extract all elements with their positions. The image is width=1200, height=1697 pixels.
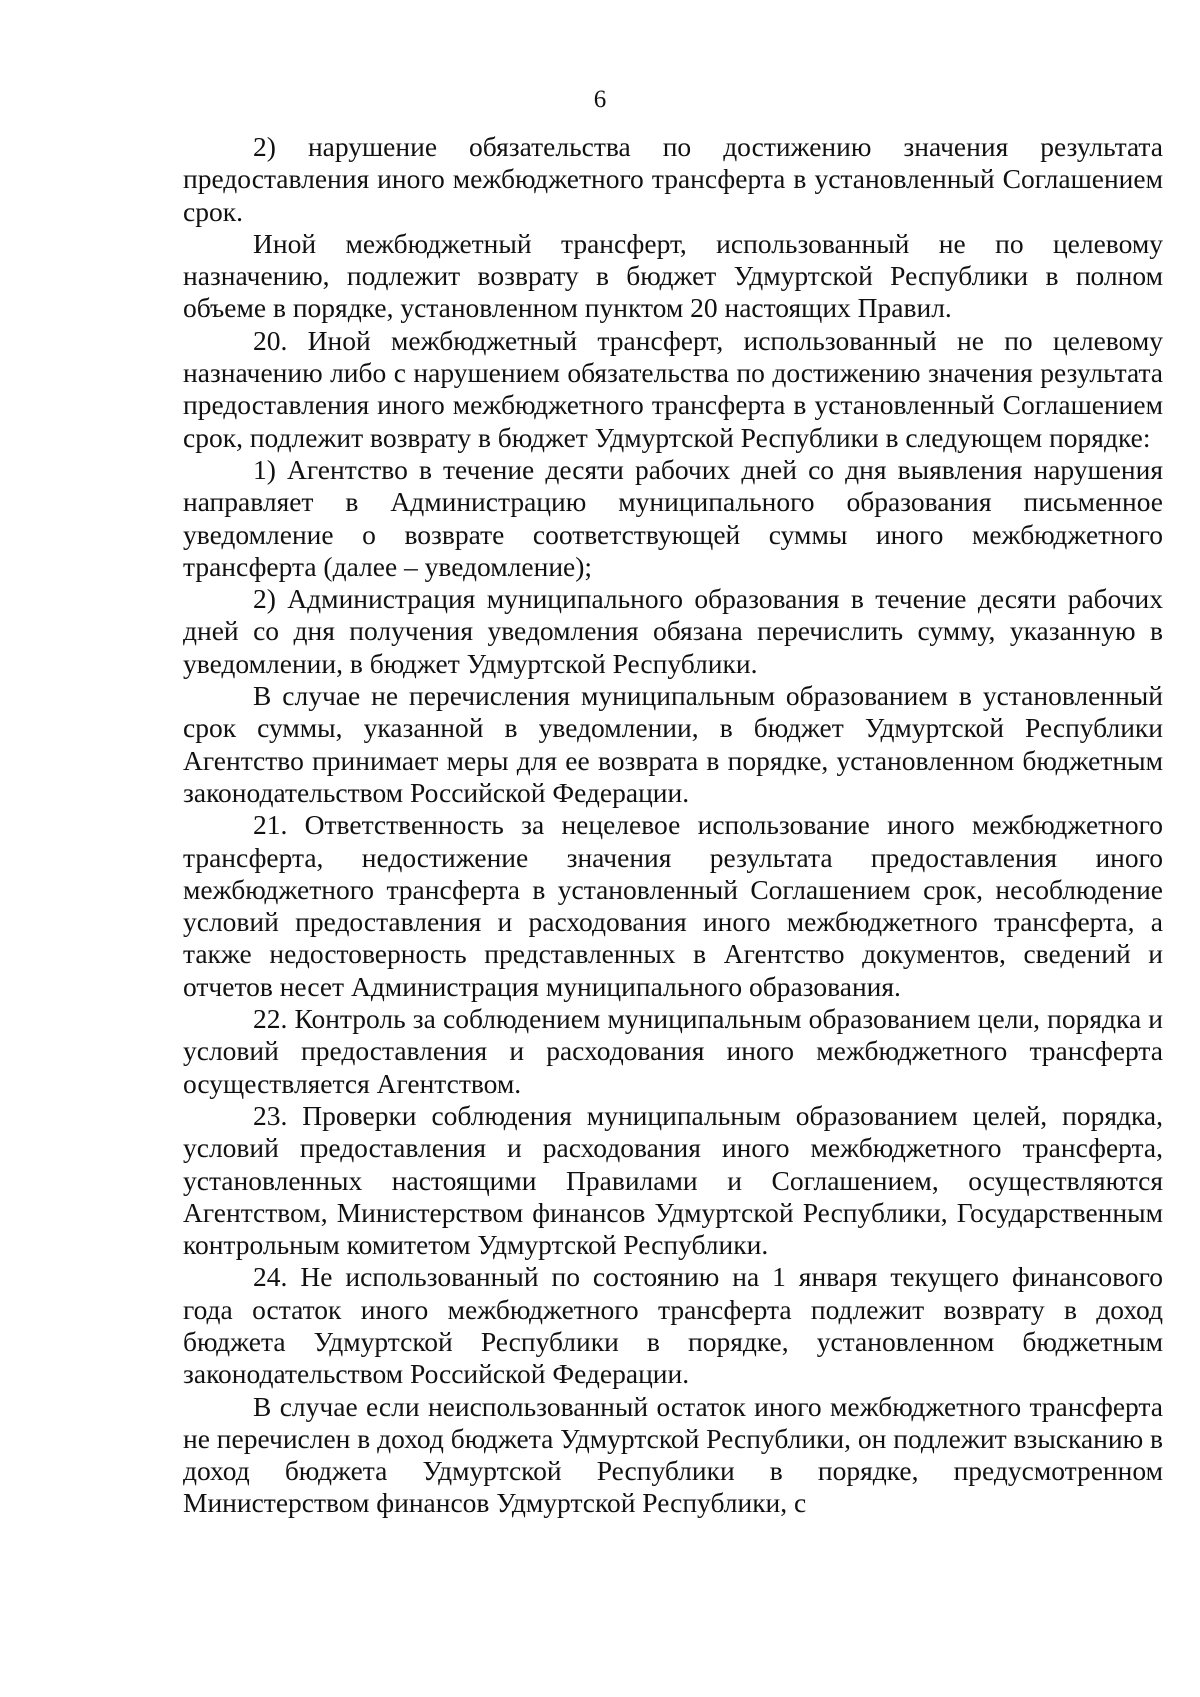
page-number: 6 xyxy=(593,86,607,113)
paragraph-clause-23: 23. Проверки соблюдения муниципальным образованием целей, порядка, условий предоставления и расходования иного межбюджетного трансферта, установленных настоящими Правилами и Соглашением, осуществляются Агентством, Министерством финансов Удмуртской Республики, Государственным контрольным комитетом Удмуртской Республики. xyxy=(183,1099,1163,1261)
paragraph-violation-deadline: 2) нарушение обязательства по достижению значения результата предоставления иного межбюджетного трансферта в установленный Соглашением срок. xyxy=(183,131,1163,227)
paragraph-clause-22: 22. Контроль за соблюдением муниципальным образованием цели, порядка и условий предоставления и расходования иного межбюджетного трансферта осуществляется Агентством. xyxy=(183,1003,1163,1099)
paragraph-clause-21: 21. Ответственность за нецелевое использование иного межбюджетного трансферта, недостижение значения результата предоставления иного межбюджетного трансферта в установленный Соглашением срок, несоблюдение условий предоставления и расходования иного межбюджетного трансферта, а также недостоверность представленных в Агентство документов, сведений и отчетов несет Администрация муниципального образования. xyxy=(183,809,1163,1002)
paragraph-unused-balance-recovery: В случае если неиспользованный остаток иного межбюджетного трансферта не перечислен в доход бюджета Удмуртской Республики, он подлежит взысканию в доход бюджета Удмуртской Республики в порядке, предусмотренном Министерством финансов Удмуртской Республики, с xyxy=(183,1390,1163,1519)
paragraph-clause-20-item-1: 1) Агентство в течение десяти рабочих дней со дня выявления нарушения направляет в Администрацию муниципального образования письменное уведомление о возврате соответствующей суммы иного межбюджетного трансферта (далее – уведомление); xyxy=(183,453,1163,582)
paragraph-non-transfer-case: В случае не перечисления муниципальным образованием в установленный срок суммы, указанной в уведомлении, в бюджет Удмуртской Республики Агентство принимает меры для ее возврата в порядке, установленном бюджетным законодательством Российской Федерации. xyxy=(183,680,1163,808)
paragraph-clause-20: 20. Иной межбюджетный трансферт, использованный не по целевому назначению либо с нарушением обязательства по достижению значения результата предоставления иного межбюджетного трансферта в установленный Соглашением срок, подлежит возврату в бюджет Удмуртской Республики в следующем порядке: xyxy=(183,324,1163,453)
paragraph-misuse-return: Иной межбюджетный трансферт, использованный не по целевому назначению, подлежит возврату в бюджет Удмуртской Республики в полном объеме в порядке, установленном пунктом 20 настоящих Правил. xyxy=(183,227,1163,324)
paragraph-clause-24: 24. Не использованный по состоянию на 1 января текущего финансового года остаток иного межбюджетного трансферта подлежит возврату в доход бюджета Удмуртской Республики в порядке, установленном бюджетным законодательством Российской Федерации. xyxy=(183,1261,1163,1390)
paragraph-clause-20-item-2: 2) Администрация муниципального образования в течение десяти рабочих дней со дня получения уведомления обязана перечислить сумму, указанную в уведомлении, в бюджет Удмуртской Республики. xyxy=(183,583,1163,679)
document-body xyxy=(183,131,1163,1520)
